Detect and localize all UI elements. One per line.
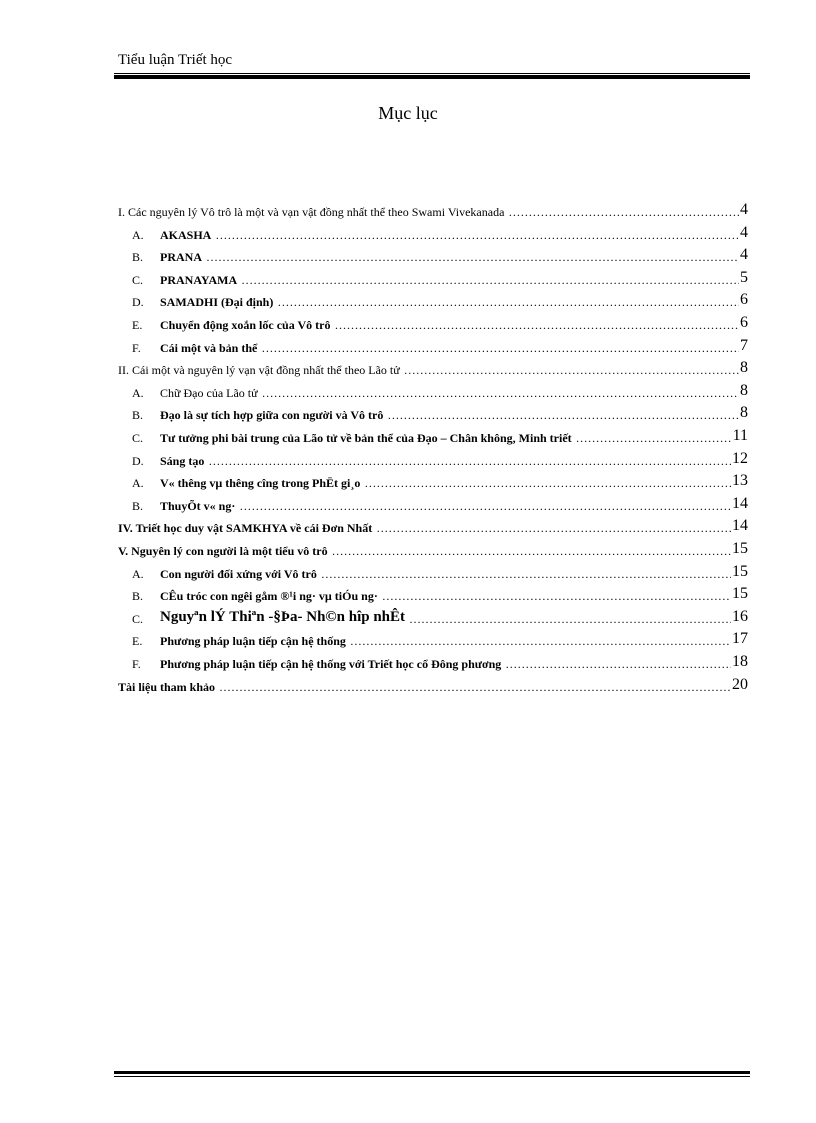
- toc-leader-dots: [261, 342, 739, 354]
- toc-entry-label: I. Các nguyên lý Vô trô là một và vạn vật đồng nhất thể theo Swami Vivekanada: [118, 205, 505, 219]
- toc-entry[interactable]: [118, 609, 748, 625]
- toc-entry-letter: E.: [132, 634, 143, 649]
- toc-entry-label: Chữ Đạo của Lão tử: [160, 385, 258, 400]
- header-rule-thick: [114, 75, 750, 79]
- toc-leader-dots: [387, 409, 739, 421]
- toc-entry[interactable]: [118, 292, 748, 308]
- toc-entry-page: 7: [740, 336, 748, 354]
- toc-entry-label: Đạo là sự tích hợp giữa con người và Vô trô: [160, 408, 384, 423]
- toc-entry[interactable]: [118, 631, 748, 647]
- toc-entry-page: 4: [740, 201, 748, 218]
- toc-entry-page: 15: [732, 562, 748, 580]
- toc-entry-letter: E.: [132, 318, 143, 332]
- toc-leader-dots: [206, 251, 739, 263]
- toc-entry-page: 20: [732, 675, 748, 693]
- toc-entry-label: Cái một và bản thể: [160, 340, 258, 355]
- toc-entry[interactable]: [118, 360, 748, 376]
- footer-rule-thick: [114, 1071, 750, 1074]
- toc-entry[interactable]: [118, 518, 748, 534]
- toc-entry-label: ThuyÕt v« ng·: [160, 498, 236, 513]
- toc-entry-page: 15: [732, 540, 748, 557]
- toc-entry[interactable]: [118, 202, 748, 218]
- toc-leader-dots: [576, 432, 732, 444]
- toc-entry-label: Phương pháp luận tiếp cận hệ thống: [160, 634, 346, 649]
- toc-leader-dots: [219, 681, 731, 693]
- toc-entry-label: II. Cái một và nguyên lý vạn vật đồng nhất thể theo Lão tử: [118, 363, 400, 378]
- toc-entry-label: Phương pháp luận tiếp cận hệ thống với Triết học cổ Đông phương: [160, 657, 502, 671]
- toc-entry-label: Tư tưởng phi bài trung của Lão tử về bản thể của Đạo – Chân không, Minh triết: [160, 431, 572, 445]
- toc-entry-label: Con người đối xứng với Vô trô: [160, 566, 317, 581]
- toc-entry-label: Tài liệu tham khảo: [118, 679, 216, 694]
- toc-entry[interactable]: [118, 496, 748, 512]
- toc-entry[interactable]: [118, 654, 748, 670]
- toc-entry-label: CÊu tróc con ngêi gåm ®¹i ng· vµ tiÓu ng·: [160, 589, 378, 604]
- toc-entry[interactable]: [118, 586, 748, 602]
- toc-leader-dots: [350, 635, 731, 647]
- toc-entry-letter: B.: [132, 589, 144, 604]
- toc-entry-label: Nguyªn lÝ Thiªn -§Þa- Nh©n hîp nhÊt: [160, 608, 406, 625]
- toc-entry-letter: A.: [132, 227, 144, 242]
- toc-entry-label: PRANAYAMA: [160, 272, 238, 287]
- toc-entry[interactable]: [118, 247, 748, 263]
- toc-entry-letter: C.: [132, 272, 144, 287]
- toc-entry-letter: A.: [132, 566, 144, 581]
- toc-entry-letter: D.: [132, 295, 144, 310]
- toc-entry-label: AKASHA: [160, 227, 212, 242]
- toc-leader-dots: [321, 568, 731, 580]
- toc-entry[interactable]: [118, 677, 748, 693]
- toc-entry-page: 13: [732, 472, 748, 490]
- toc-entry[interactable]: [118, 473, 748, 489]
- toc-entry[interactable]: [118, 541, 748, 557]
- toc-entry-page: 15: [732, 585, 748, 603]
- toc-leader-dots: [404, 364, 739, 376]
- toc-entry-label: PRANA: [160, 250, 202, 265]
- toc-entry-page: 8: [740, 359, 748, 377]
- toc-entry-page: 18: [732, 653, 748, 670]
- toc-entry[interactable]: [118, 451, 748, 467]
- toc-leader-dots: [208, 455, 731, 467]
- toc-entry[interactable]: [118, 315, 748, 331]
- toc-entry-page: 4: [740, 223, 748, 241]
- toc-entry-label: Chuyển động xoắn lốc của Vô trô: [160, 318, 331, 332]
- toc-leader-dots: [262, 387, 739, 399]
- toc-entry-letter: D.: [132, 453, 144, 468]
- toc-entry[interactable]: [118, 270, 748, 286]
- toc-entry-page: 6: [740, 291, 748, 309]
- toc-leader-dots: [277, 296, 739, 308]
- toc-entry-page: 14: [732, 494, 748, 512]
- toc-entry-letter: A.: [132, 476, 144, 491]
- toc-entry-page: 12: [732, 449, 748, 467]
- toc-entry-letter: C.: [132, 611, 144, 626]
- running-header: Tiểu luận Triết học: [118, 52, 233, 68]
- toc-leader-dots: [409, 613, 731, 625]
- toc-entry-label: IV. Triết học duy vật SAMKHYA về cái Đơn Nhất: [118, 521, 373, 536]
- toc-entry[interactable]: [118, 338, 748, 354]
- toc-leader-dots: [332, 545, 731, 557]
- toc-entry-page: 16: [732, 607, 748, 625]
- footer-rule-thin: [114, 1076, 750, 1077]
- toc-entry-letter: B.: [132, 498, 144, 513]
- page-title: Mục lục: [378, 103, 438, 123]
- toc-entry-label: V« thêng vµ thêng cîng trong PhËt gi¸o: [160, 476, 361, 491]
- toc-entry-letter: B.: [132, 250, 144, 265]
- toc-entry-letter: C.: [132, 431, 144, 445]
- toc-entry-page: 11: [732, 427, 748, 444]
- toc-entry[interactable]: [118, 428, 748, 444]
- toc-entry-page: 8: [740, 404, 748, 422]
- toc-entry-page: 17: [732, 630, 748, 648]
- toc-entry[interactable]: [118, 405, 748, 421]
- toc-entry-letter: A.: [132, 385, 144, 400]
- toc-leader-dots: [215, 229, 739, 241]
- toc-entry[interactable]: [118, 225, 748, 241]
- toc-entry-letter: F.: [132, 657, 141, 671]
- toc-leader-dots: [241, 274, 739, 286]
- toc-entry-page: 6: [740, 314, 748, 331]
- toc-entry-letter: B.: [132, 408, 144, 423]
- toc-leader-dots: [376, 522, 731, 534]
- toc-leader-dots: [508, 206, 739, 218]
- header-rule-thin: [114, 73, 750, 74]
- toc-entry[interactable]: [118, 383, 748, 399]
- toc-entry-page: 5: [740, 268, 748, 286]
- toc-leader-dots: [505, 658, 731, 670]
- toc-entry-label: SAMADHI (Đại định): [160, 295, 274, 310]
- toc-entry[interactable]: [118, 564, 748, 580]
- toc-leader-dots: [364, 477, 731, 489]
- toc-entry-page: 4: [740, 246, 748, 264]
- toc-entry-page: 8: [740, 381, 748, 399]
- toc-entry-label: V. Nguyên lý con người là một tiểu vô trô: [118, 544, 328, 558]
- toc-leader-dots: [239, 500, 731, 512]
- toc-leader-dots: [382, 590, 731, 602]
- toc-entry-label: Sáng tạo: [160, 453, 205, 468]
- toc-entry-page: 14: [732, 517, 748, 535]
- toc-leader-dots: [334, 319, 739, 331]
- toc-entry-letter: F.: [132, 340, 141, 355]
